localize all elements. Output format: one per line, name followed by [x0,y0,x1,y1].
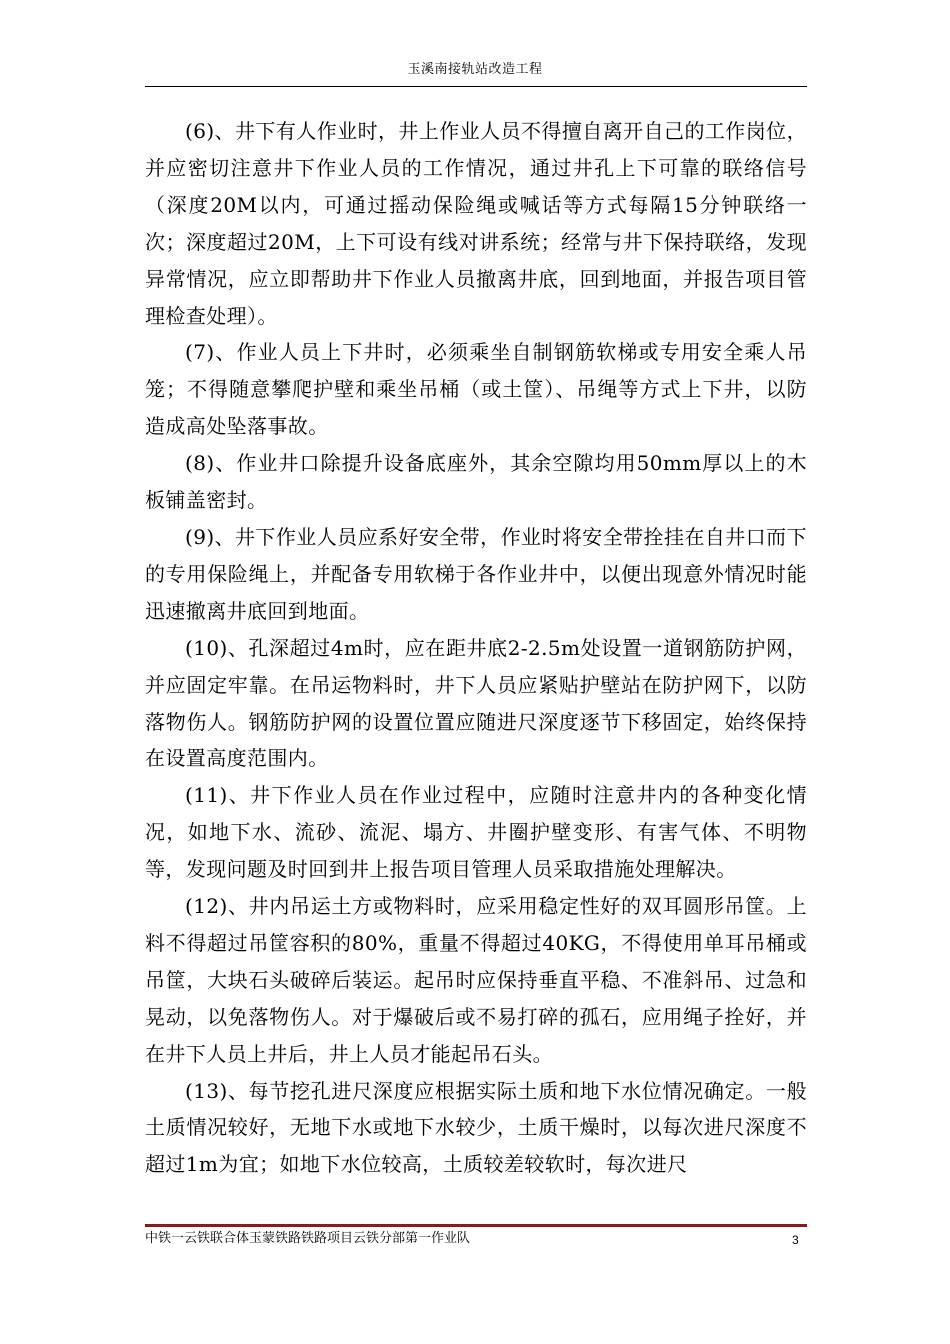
paragraph-13: (13)、每节挖孔进尺深度应根据实际土质和地下水位情况确定。一般土质情况较好，无地下水或地下水较少，土质干燥时，以每次进尺深度不超过1m为宜；如地下水位较高，土质较差较软时，每次进尺 [145,1078,807,1177]
document-body [145,113,807,1183]
paragraph-10: (10)、孔深超过4m时，应在距井底2-2.5m处设置一道钢筋防护网，并应固定牢靠。在吊运物料时，井下人员应紧贴护壁站在防护网下，以防落物伤人。钢筋防护网的设置位置应随进尺深度逐节下移固定，始终保持在设置高度范围内。 [145,635,807,771]
footer-divider [145,1224,807,1227]
page-footer-text: 中铁一云铁联合体玉蒙铁路铁路项目云铁分部第一作业队 [145,1231,471,1246]
paragraph-12: (12)、井内吊运土方或物料时，应采用稳定性好的双耳圆形吊筐。上料不得超过吊筐容积的80%，重量不得超过40KG，不得使用单耳吊桶或吊筐，大块石头破碎后装运。起吊时应保持垂直平稳、不准斜吊、过急和晃动，以免落物伤人。对于爆破后或不易打碎的孤石，应用绳子拴好，并在井下人员上井后，井上人员才能起吊石头。 [145,894,807,1066]
paragraph-6: (6)、井下有人作业时，井上作业人员不得擅自离开自己的工作岗位，并应密切注意井下作业人员的工作情况，通过井孔上下可靠的联络信号（深度20M以内，可通过摇动保险绳或喊话等方式每隔15分钟联络一次；深度超过20M，上下可设有线对讲系统；经常与井下保持联络，发现异常情况，应立即帮助井下作业人员撤离井底，回到地面，并报告项目管理检查处理）。 [145,119,807,328]
header-divider [145,86,807,87]
paragraph-8: (8)、作业井口除提升设备底座外，其余空隙均用50mm厚以上的木板铺盖密封。 [145,451,807,513]
page-number: 3 [792,1233,799,1247]
paragraph-7: (7)、作业人员上下井时，必须乘坐自制钢筋软梯或专用安全乘人吊笼；不得随意攀爬护壁和乘坐吊桶（或土筐）、吊绳等方式上下井，以防造成高处坠落事故。 [145,340,807,439]
paragraph-9: (9)、井下作业人员应系好安全带，作业时将安全带拴挂在自井口而下的专用保险绳上，并配备专用软梯于各作业井中，以便出现意外情况时能迅速撤离井底回到地面。 [145,524,807,623]
paragraph-11: (11)、井下作业人员在作业过程中，应随时注意井内的各种变化情况，如地下水、流砂、流泥、塌方、井圈护壁变形、有害气体、不明物等，发现问题及时回到井上报告项目管理人员采取措施处理解决。 [145,783,807,882]
page-header-title: 玉溪南接轨站改造工程 [407,62,543,77]
